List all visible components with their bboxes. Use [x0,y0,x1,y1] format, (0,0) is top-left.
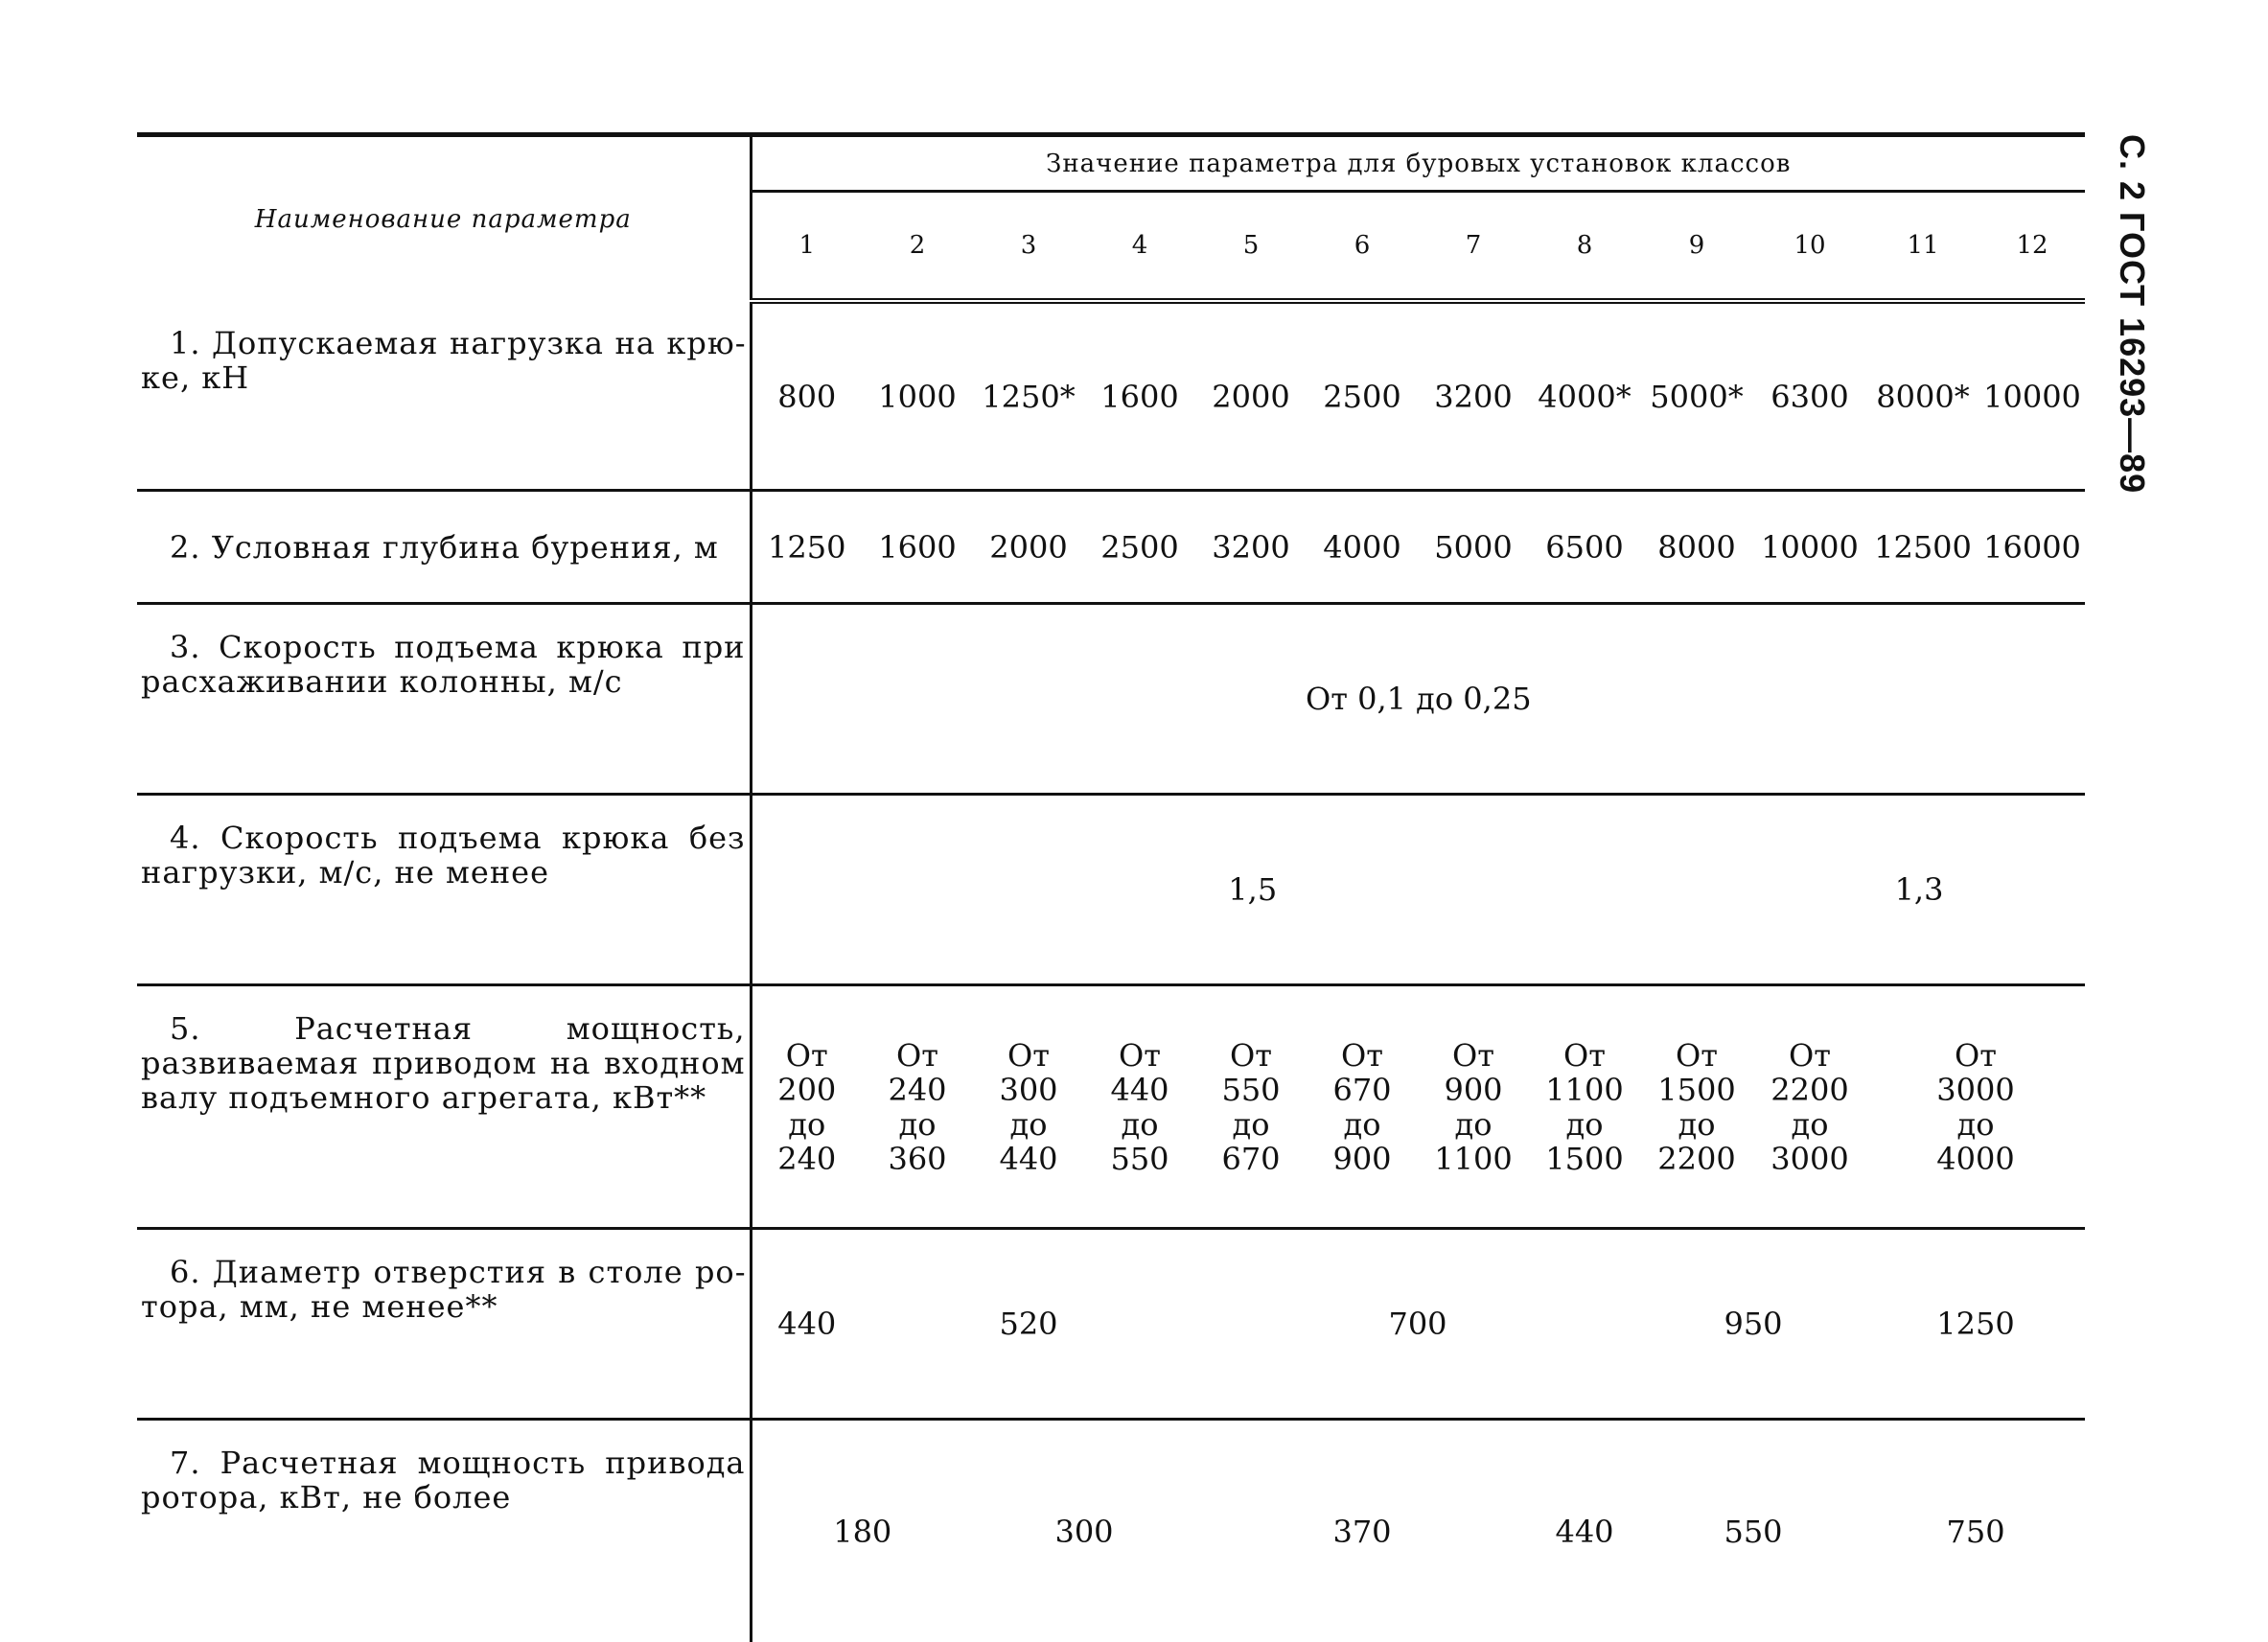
row-7-value-class-8: 440 [1529,1420,1640,1642]
page-header-text: С. 2 ГОСТ 16293—89 [2112,134,2152,494]
row-5-value-8: От 1100 до 1500 [1529,985,1640,1229]
class-header-11: 11 [1866,192,1979,302]
row-6-value-classes-11-12: 1250 [1866,1229,2085,1420]
row-1-value-9: 5000* [1640,301,1753,491]
row-2-value-6: 4000 [1307,491,1418,604]
row-3-name: 3. Скорость подъема крюка при расхаживании колонны, м/с [137,604,751,795]
row-2-value-3: 2000 [973,491,1084,604]
row-6-value-classes-5-8: 700 [1195,1229,1640,1420]
row-1-value-7: 3200 [1418,301,1529,491]
class-header-2: 2 [862,192,973,302]
row-6-value-classes-2-4: 520 [862,1229,1195,1420]
row-7-name: 7. Расчетная мощность привода ротора, кВт, не более [137,1420,751,1642]
row-7-value-classes-9-10: 550 [1640,1420,1866,1642]
class-header-8: 8 [1529,192,1640,302]
row-5-value-7: От 900 до 1100 [1418,985,1529,1229]
row-2-value-11: 12500 [1866,491,1979,604]
row-2-value-4: 2500 [1084,491,1195,604]
parameters-table [137,132,2085,1642]
table-row [137,604,2085,795]
row-5-value-11-12: От 3000 до 4000 [1866,985,2085,1229]
row-1-value-4: 1600 [1084,301,1195,491]
table-row [137,795,2085,985]
row-2-value-7: 5000 [1418,491,1529,604]
row-4-value-classes-10-12: 1,3 [1753,795,2085,985]
row-3-value-all: От 0,1 до 0,25 [751,604,2085,795]
row-1-name: 1. Допускаемая нагрузка на крюке, кН [137,301,751,491]
table-row [137,985,2085,1229]
class-header-1: 1 [751,192,862,302]
table-row [137,1229,2085,1420]
row-2-value-8: 6500 [1529,491,1640,604]
row-1-value-12: 10000 [1979,301,2085,491]
class-header-7: 7 [1418,192,1529,302]
row-5-value-2: От 240 до 360 [862,985,973,1229]
class-header-3: 3 [973,192,1084,302]
table-row [137,301,2085,491]
row-5-value-9: От 1500 до 2200 [1640,985,1753,1229]
table-row [137,1420,2085,1642]
row-7-value-classes-5-7: 370 [1195,1420,1529,1642]
row-1-value-8: 4000* [1529,301,1640,491]
row-2-value-5: 3200 [1195,491,1307,604]
row-1-value-1: 800 [751,301,862,491]
row-5-value-1: От 200 до 240 [751,985,862,1229]
table-header [137,135,2085,302]
parameter-name-header: Наименование параметра [137,135,751,302]
table-row [137,491,2085,604]
class-header-9: 9 [1640,192,1753,302]
row-5-value-4: От 440 до 550 [1084,985,1195,1229]
row-5-value-5: От 550 до 670 [1195,985,1307,1229]
row-2-value-12: 16000 [1979,491,2085,604]
row-5-value-3: От 300 до 440 [973,985,1084,1229]
row-2-value-9: 8000 [1640,491,1753,604]
row-1-value-11: 8000* [1866,301,1979,491]
row-2-value-2: 1600 [862,491,973,604]
row-1-value-5: 2000 [1195,301,1307,491]
row-2-name: 2. Условная глубина бурения, м [137,491,751,604]
row-1-value-10: 6300 [1753,301,1866,491]
row-6-value-class-1: 440 [751,1229,862,1420]
row-1-value-2: 1000 [862,301,973,491]
class-group-header: Значение параметра для буровых установок классов [751,135,2085,192]
row-4-value-classes-1-9: 1,5 [751,795,1753,985]
class-header-4: 4 [1084,192,1195,302]
row-4-name: 4. Скорость подъема крюка без нагрузки, м/с, не менее [137,795,751,985]
row-7-value-classes-1-2: 180 [751,1420,973,1642]
row-2-value-1: 1250 [751,491,862,604]
class-header-5: 5 [1195,192,1307,302]
row-6-name: 6. Диаметр отверстия в столе ротора, мм, не менее** [137,1229,751,1420]
class-header-10: 10 [1753,192,1866,302]
row-1-value-3: 1250* [973,301,1084,491]
row-7-value-classes-11-12: 750 [1866,1420,2085,1642]
row-1-value-6: 2500 [1307,301,1418,491]
row-6-value-classes-9-10: 950 [1640,1229,1866,1420]
row-5-value-10: От 2200 до 3000 [1753,985,1866,1229]
class-header-12: 12 [1979,192,2085,302]
row-2-value-10: 10000 [1753,491,1866,604]
class-header-6: 6 [1307,192,1418,302]
row-5-name: 5. Расчетная мощность, развиваемая приводом на входном валу подъемного агрегата, кВт** [137,985,751,1229]
page-header [2104,134,2162,518]
row-5-value-6: От 670 до 900 [1307,985,1418,1229]
row-7-value-classes-3-4: 300 [973,1420,1195,1642]
